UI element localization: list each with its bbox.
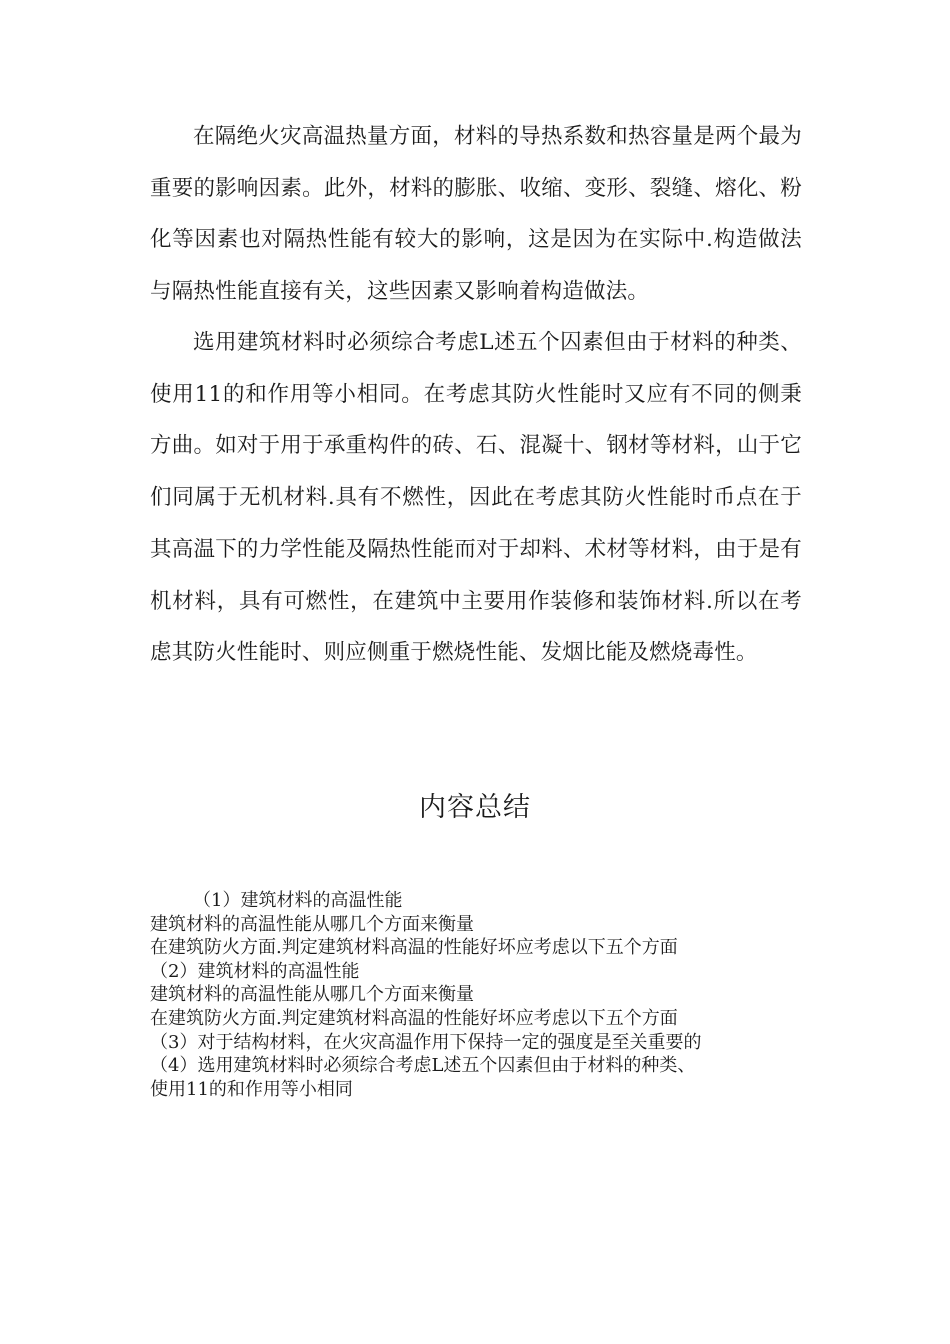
summary-list (150, 889, 830, 1101)
summary-line: （3）对于结构材料，在火灾高温作用下保持一定的强度是至关重要的 (150, 1031, 702, 1053)
summary-line: 建筑材料的高温性能从哪几个方面来衡量 (150, 913, 474, 935)
summary-line: （4）选用建筑材料时必须综合考虑L述五个囚素但由于材料的种类、 (150, 1055, 696, 1077)
body-paragraph-thermal-insulation: 在隔绝火灾高温热量方面，材料的导热系数和热容量是两个最为重要的影响因素。此外，材料的膨胀、收缩、变形、裂缝、熔化、粉化等因素也对隔热性能有较大的影响，这是因为在实际中.构造做法与隔热性能直接有关，这些因素又影响着构造做法。 (150, 124, 802, 305)
summary-line: 在建筑防火方面.判定建筑材料高温的性能好坏应考虑以下五个方面 (150, 937, 678, 959)
body-paragraph-material-selection: 选用建筑材料时必须综合考虑L述五个囚素但由于材料的种类、使用11的和作用等小相同。在考虑其防火性能时又应有不同的侧秉方曲。如对于用于承重构件的砖、石、混凝十、钢材等材料，山于它们同属于无机材料.具有不燃性，因此在考虑其防火性能时币点在于其高温下的力学性能及隔热性能而对于却料、术材等材料，由于是有机材料，具有可燃性，在建筑中主要用作装修和装饰材料.所以在考虑其防火性能时、则应侧重于燃烧性能、发烟比能及燃烧毒性。 (150, 330, 802, 666)
summary-line: 使用11的和作用等小相同 (150, 1078, 353, 1100)
summary-heading: 内容总结 (419, 792, 531, 823)
summary-line: （2）建筑材料的高温性能 (150, 960, 360, 982)
summary-line: 建筑材料的高温性能从哪几个方面来衡量 (150, 984, 474, 1006)
summary-line: （1）建筑材料的高温性能 (193, 890, 403, 911)
summary-line: 在建筑防火方面.判定建筑材料高温的性能好坏应考虑以下五个方面 (150, 1007, 678, 1029)
